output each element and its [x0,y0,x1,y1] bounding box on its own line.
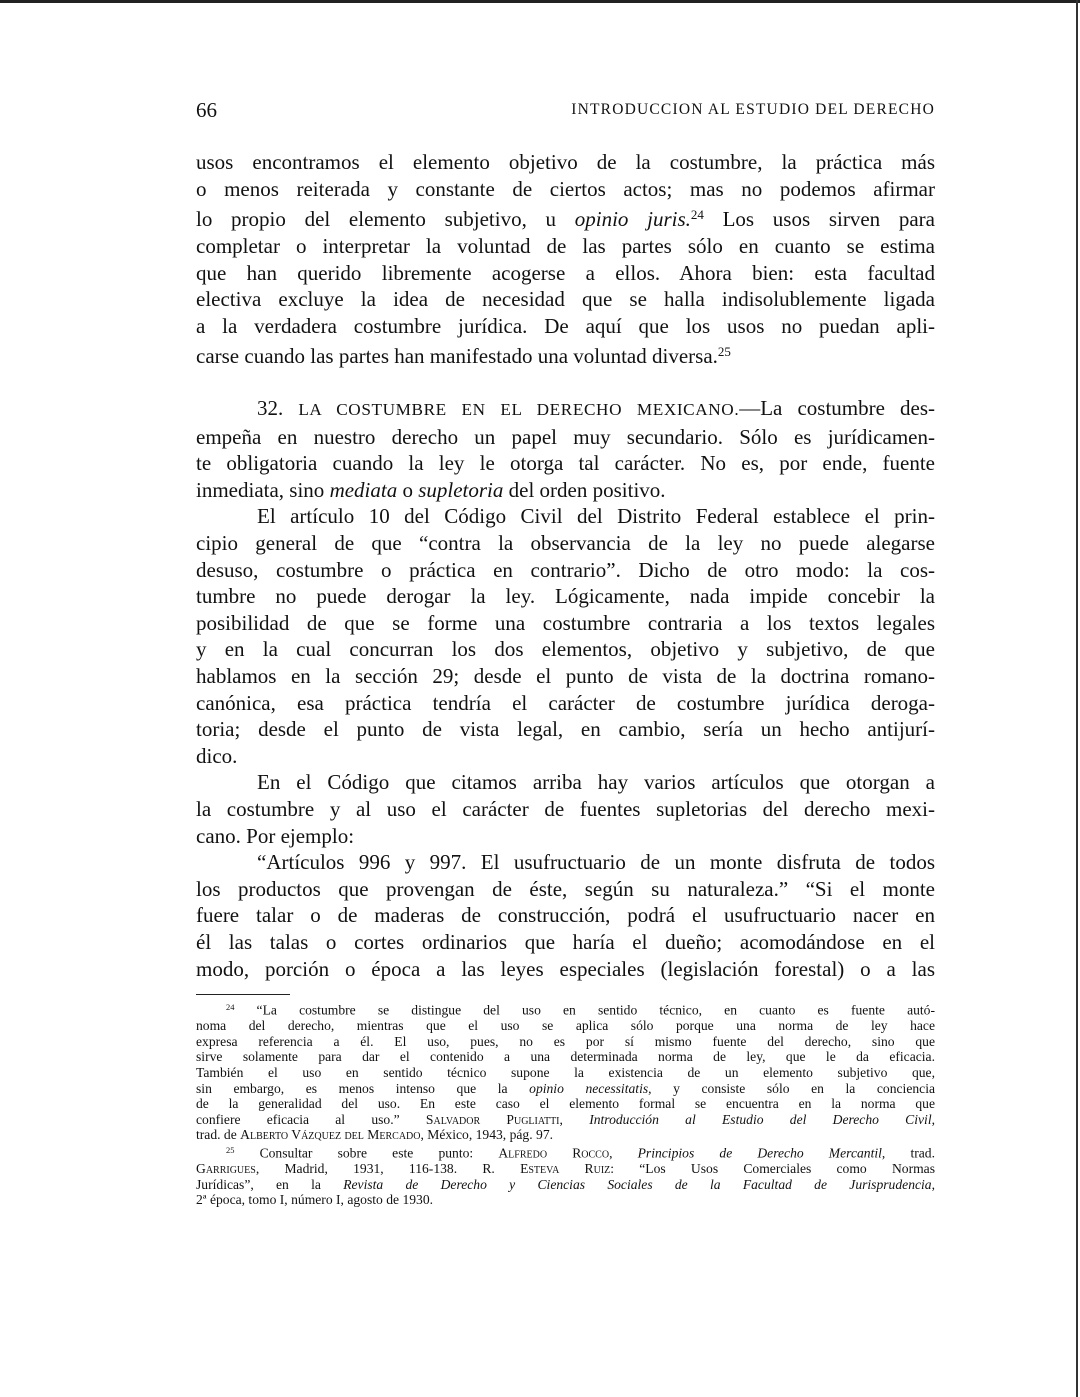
footnote-line [196,1000,935,1018]
body-line [196,233,935,260]
body-line [196,424,935,451]
body-line [196,260,935,287]
body-text: Los usos sirven para [703,207,935,232]
body-line [196,530,935,557]
body-text: carse cuando las partes han manifestado una voluntad diversa. [196,344,718,369]
body-line [196,690,935,717]
footnote-text: Garrigues [196,1161,256,1177]
body-line [196,849,935,876]
footnote-line [196,1192,935,1208]
footnote-text: Salvador Pugliatti [425,1111,560,1127]
body-line [196,823,935,850]
body-paragraph [196,503,935,769]
body-text: o menos reiterada y constante de ciertos actos; mas no podemos afirmar [196,176,935,201]
body-text: o [397,477,419,502]
footnote-text: Alfredo Rocco [498,1145,610,1161]
body-text: que han querido libremente acogerse a ellos. Ahora bien: esta facultad [196,260,935,285]
footnote-line [196,1143,935,1161]
body-text: inmediata, sino [196,477,330,502]
body-text: electiva excluye la idea de necesidad que se halla indisolublemente ligada [196,287,935,312]
footnote-text: Principios de Derecho Mercantil [637,1145,882,1161]
footnote-text: Revista de Derecho y Ciencias Sociales de la Facultad de Jurisprudencia [343,1176,932,1192]
footnote-text: Introducción al Estudio del Derecho Civil [589,1111,932,1127]
body-line [196,716,935,743]
body-line [196,956,935,983]
footnote-text: de la generalidad del uso. En este caso el elemento formal se encuentra en la norma que [196,1096,935,1112]
footnote-rule [196,994,290,995]
body-text: “Artículos 996 y 997. El usufructuario de un monte disfruta de todos [257,850,935,875]
body-text: hablamos en la sección 29; desde el punto de vista de la doctrina romano- [196,664,935,688]
body-text: fuere talar o de maderas de construcción, podrá el usufructuario nacer en [196,903,935,928]
footnote-text: Alberto Vázquez del Mercado [240,1127,421,1143]
body-text: la costumbre y al uso el carácter de fuentes supletorias del derecho mexi- [196,796,935,821]
footnote-text: , [931,1176,935,1192]
footnote-line [196,1127,935,1143]
page-number: 66 [196,98,217,122]
footnote-text: , y consiste sólo en la conciencia [648,1080,936,1096]
body-text: cano. Por ejemplo: [196,823,355,848]
body-line [196,313,935,340]
body-line [196,902,935,929]
body-line [196,796,935,823]
body-text: El artículo 10 del Código Civil del Distrito Federal establece el prin- [257,504,935,529]
body-text: supletoria [418,477,504,502]
body-text: 32. [257,396,299,421]
body-text: mediata [329,477,398,502]
body-line [196,176,935,203]
footnote-line [196,1018,935,1034]
footnote-text: : “Los Usos Comerciales como Normas [610,1161,935,1177]
body-text: los productos que provengan de éste, según su naturaleza.” “Si el monte [196,876,935,901]
footnote-text: , [559,1111,590,1127]
scan-edge-top [0,0,1080,3]
footnote-text: expresa referencia a él. El uso, pues, no es por sí mismo fuente del derecho, sino que [196,1033,935,1049]
body-line [196,450,935,477]
body-text: empeña en nuestro derecho un papel muy secundario. Sólo es jurídicamen- [196,424,935,449]
footnotes [196,1000,935,1208]
body-text: a la verdadera costumbre jurídica. De aquí que los usos no puedan apli- [196,313,935,338]
body-line [196,876,935,903]
body-text: lo propio del elemento subjetivo, u [196,207,575,232]
scan-edge-right [1076,0,1078,1397]
footnote-text: trad. de [196,1127,241,1143]
body-text: del orden positivo. [503,477,666,502]
body-paragraph [196,849,935,982]
footnote-line [196,1177,935,1193]
body-paragraph [196,769,935,849]
body-text: y en la cual concurran los dos elementos, objetivo y subjetivo, de que [196,637,935,662]
body-paragraph [196,149,935,370]
body-text: LA COSTUMBRE EN EL DERECHO MEXICANO. [298,400,740,420]
body-line [196,149,935,176]
body-line [196,743,935,770]
footnote-text: También el uso en sentido técnico supone la existencia de un elemento subjetivo que, [196,1065,935,1080]
footnote-text: Consultar sobre este punto: [234,1145,499,1161]
footnote-text: 2ª época, tomo I, número I, agosto de 1930. [196,1192,434,1208]
body-text [196,149,935,982]
body-text: completar o interpretar la voluntad de las partes sólo en cuanto se estima [196,233,935,258]
body-line [196,636,935,663]
body-text: tumbre no puede derogar la ley. Lógicamente, nada impide concebir la [196,584,935,609]
footnote-text: Jurídicas”, en la [196,1176,344,1192]
footnote-text: , Madrid, 1931, 116-138. R. [255,1161,521,1177]
body-line [196,929,935,956]
body-line [196,339,935,370]
footnote-line [196,1161,935,1177]
footnote-text: opinio necessitatis [529,1080,649,1096]
body-text: cipio general de que “contra la observancia de la ley no puede alegarse [196,531,935,556]
footnote-line [196,1112,935,1128]
footnote-text: , México, 1943, pág. 97. [420,1127,554,1143]
body-line [196,477,935,504]
running-head: INTRODUCCION AL ESTUDIO DEL DERECHO [571,101,935,118]
body-line [196,583,935,610]
footnote-paragraph [196,1000,935,1143]
body-line [196,557,935,584]
body-line [196,202,935,233]
body-paragraph [196,395,935,503]
footnote-reference: 24 [226,1002,235,1012]
footnote-text: , [609,1145,638,1161]
body-text: te obligatoria cuando la ley le otorga tal carácter. No es, por ende, fuente [196,451,935,476]
body-text: posibilidad de que se forme una costumbre contraria a los textos legales [196,610,935,635]
footnote-reference: 25 [717,344,731,360]
body-text: opinio juris. [574,207,691,232]
body-line [196,663,935,690]
footnote-reference: 24 [690,207,704,223]
body-text: él las talas o cortes ordinarios que haría el dueño; acomodándose en el [196,929,935,954]
body-text: En el Código que citamos arriba hay varios artículos que otorgan a [257,770,935,795]
footnote-text: noma del derecho, mientras que el uso se aplica sólo porque una norma de ley hace [196,1018,935,1034]
body-text: —La costumbre des- [739,396,935,421]
body-line [196,395,935,424]
body-line [196,769,935,796]
footnote-line [196,1096,935,1112]
body-text: usos encontramos el elemento objetivo de la costumbre, la práctica más [196,150,935,174]
footnote-text: Esteva Ruiz [520,1161,611,1177]
footnote-text: sin embargo, es menos intenso que la [196,1080,530,1096]
footnote-text: , [931,1111,936,1127]
footnote-text: confiere eficacia al uso.” [196,1111,426,1127]
body-text: modo, porción o época a las leyes especiales (legislación forestal) o a las [196,956,935,981]
footnote-text: “La costumbre se distingue del uso en sentido técnico, en cuanto es fuente autó- [234,1002,935,1018]
body-line [196,610,935,637]
footnote-text: sirve solamente para dar el contenido a una determinada norma de ley, que le da eficacia. [196,1049,935,1065]
body-line [196,286,935,313]
footnote-line [196,1049,935,1065]
footnote-reference: 25 [226,1144,235,1155]
footnote-line [196,1065,935,1081]
footnote-line [196,1034,935,1050]
footnote-text: , trad. [881,1145,935,1161]
body-line [196,503,935,530]
footnote-line [196,1081,935,1097]
body-text: desuso, costumbre o práctica en contrario”. Dicho de otro modo: la cos- [196,557,935,582]
body-text: dico. [196,743,238,768]
body-text: toria; desde el punto de vista legal, en cambio, sería un hecho antijurí- [196,717,935,742]
body-text: canónica, esa práctica tendría el carácter de costumbre jurídica deroga- [196,690,935,715]
page-header [196,98,935,124]
footnote-paragraph [196,1143,935,1208]
